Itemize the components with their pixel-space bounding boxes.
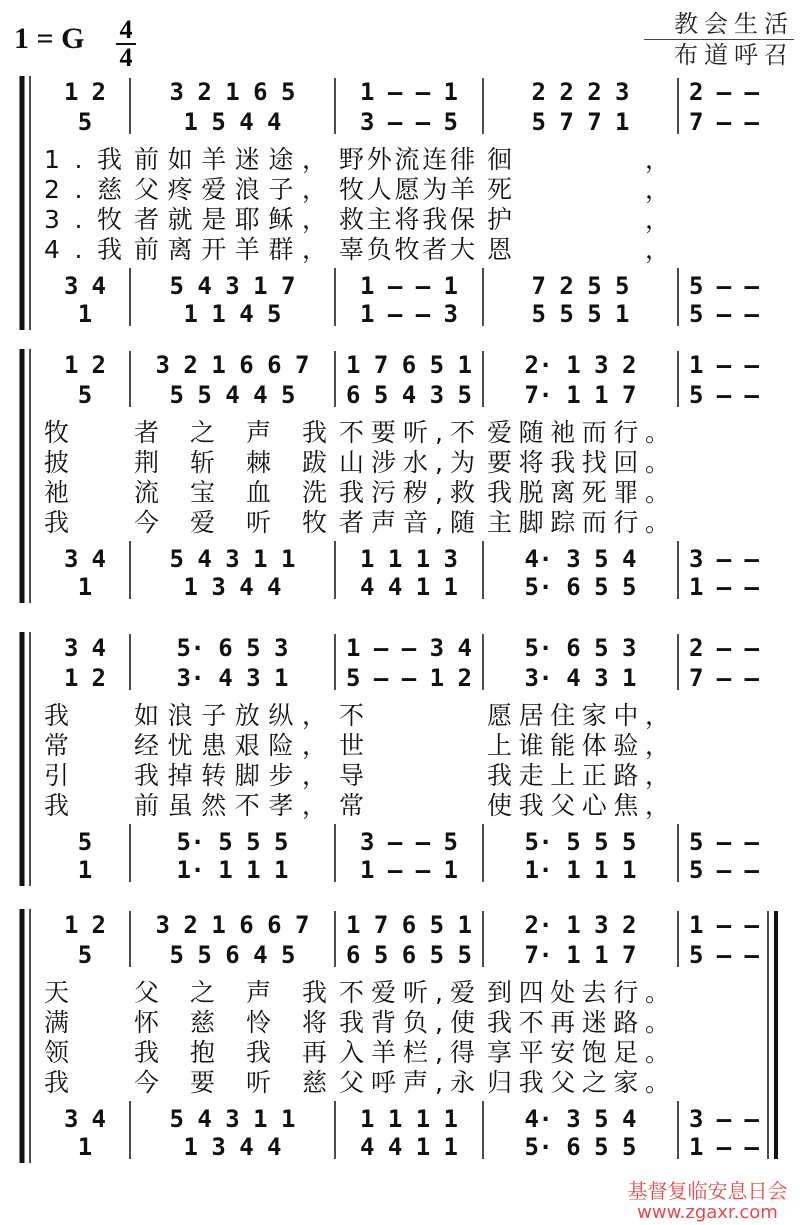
alto-measure: 7· 1 1 7 — [524, 941, 637, 969]
soprano-measure: 1 2 — [64, 351, 106, 379]
bass-measure: 4 4 1 1 — [360, 573, 458, 601]
lyric-segment: 我背负,使 — [339, 1008, 475, 1037]
system-1 — [22, 76, 760, 330]
bass-measure: 4 4 1 1 — [360, 1133, 458, 1161]
alto-measure: 3· 4 3 1 — [524, 664, 637, 692]
tenor-measure: 1 1 1 1 — [360, 1105, 458, 1133]
tenor-measure: 1 1 1 3 — [360, 545, 458, 573]
tenor-measure: 4· 3 5 4 — [524, 1105, 637, 1133]
watermark — [620, 1180, 795, 1224]
lyric-segment: 前离开羊群， — [134, 235, 327, 264]
lyric-segment: 如浪子放纵， — [134, 701, 327, 730]
system-3 — [22, 632, 760, 886]
bass-measure: 1 – – 1 — [360, 856, 458, 884]
alto-measure: 5 – – — [689, 941, 759, 969]
key-label: 1 = G — [14, 22, 85, 55]
soprano-measure: 3 2 1 6 6 7 — [155, 911, 310, 939]
tenor-measure: 3 – – — [689, 545, 759, 573]
lyric-segment: 到四处去行。 — [487, 978, 670, 1007]
soprano-measure: 1 – – 1 — [360, 78, 458, 106]
alto-measure: 3· 4 3 1 — [176, 664, 289, 692]
tenor-measure: 5 4 3 1 7 — [169, 272, 296, 300]
lyric-segment: 山涉水,为 — [339, 448, 475, 477]
lyric-segment: 4.我 — [44, 235, 122, 264]
bass-measure: 1 – – — [689, 573, 759, 601]
lyric-segment: 愿居住家中， — [487, 701, 670, 730]
watermark-line-1: 基督复临安息日会 — [627, 1179, 788, 1203]
lyric-segment: 者之声我 — [134, 418, 327, 447]
tenor-measure: 5· 5 5 5 — [176, 828, 289, 856]
soprano-measure: 2 – – — [689, 78, 759, 106]
tenor-measure: 5 – – — [689, 828, 759, 856]
lyric-segment: 怀慈怜将 — [134, 1008, 327, 1037]
lyric-segment: 荆斩棘跋 — [134, 448, 327, 477]
bass-measure: 1 1 4 5 — [183, 300, 282, 328]
lyric-segment: 我 — [44, 701, 70, 730]
lyric-segment: 前如羊迷途， — [134, 145, 327, 174]
bass-measure: 1 — [77, 300, 93, 328]
tenor-measure: 1 – – 1 — [360, 272, 458, 300]
category-line-1: 教会生活 — [674, 10, 794, 38]
system-2 — [22, 349, 760, 603]
soprano-measure: 1 – – 3 4 — [346, 634, 472, 662]
alto-measure: 3 – – 5 — [360, 108, 458, 136]
lyric-segment: 牧 — [44, 418, 70, 447]
lyric-segment: 使我父心焦， — [487, 791, 670, 820]
alto-measure: 5 – – — [689, 381, 759, 409]
lyric-segment: 牧人愿为羊 — [339, 175, 475, 204]
lyric-segment: 引 — [44, 761, 70, 790]
lyric-segment: 我脱离死罪。 — [487, 478, 670, 507]
tenor-measure: 5· 5 5 5 — [524, 828, 637, 856]
system-4 — [22, 909, 776, 1163]
soprano-measure: 1 2 — [64, 911, 106, 939]
time-denominator: 4 — [119, 43, 133, 70]
lyric-segment: 不 — [339, 701, 365, 730]
bass-measure: 5 – – — [689, 300, 759, 328]
lyric-segment: 不爱听,爱 — [339, 978, 475, 1007]
category-line-2: 布道呼召 — [674, 41, 794, 69]
lyric-segment: 我 — [44, 1068, 70, 1097]
tenor-measure: 3 4 — [64, 545, 106, 573]
tenor-measure: 3 4 — [64, 272, 106, 300]
soprano-measure: 5· 6 5 3 — [176, 634, 289, 662]
lyric-segment: 主脚踪而行。 — [487, 508, 670, 537]
lyric-segment: 1.我 — [44, 145, 122, 174]
lyric-segment: 者就是耶稣， — [134, 205, 327, 234]
alto-measure: 5 – – 1 2 — [346, 664, 472, 692]
lyric-segment: 野外流连徘 — [339, 145, 475, 174]
lyric-segment: 我 — [44, 508, 70, 537]
bass-measure: 1 – – 3 — [360, 300, 458, 328]
bass-measure: 1 – – — [689, 1133, 759, 1161]
tenor-measure: 4· 3 5 4 — [524, 545, 637, 573]
tenor-measure: 5 4 3 1 1 — [169, 545, 296, 573]
alto-measure: 5 7 7 1 — [531, 108, 630, 136]
lyric-segment: 披 — [44, 448, 70, 477]
soprano-measure: 2· 1 3 2 — [524, 911, 637, 939]
soprano-measure: 2 – – — [689, 634, 759, 662]
lyric-segment: 天 — [44, 978, 70, 1007]
lyric-segment: 前虽然不孝， — [134, 791, 327, 820]
lyric-segment: 祂 — [44, 478, 70, 507]
watermark-url: www.zgaxr.com — [637, 1202, 778, 1223]
lyric-segment: 世 — [339, 731, 365, 760]
lyric-segment: 父呼声,永 — [339, 1068, 475, 1097]
lyric-segment: 护， — [487, 205, 670, 234]
bass-measure: 5 – – — [689, 856, 759, 884]
soprano-measure: 3 4 — [64, 634, 106, 662]
tenor-measure: 5 — [77, 828, 93, 856]
lyric-segment: 享平安饱足。 — [487, 1038, 670, 1067]
alto-measure: 5 5 4 4 5 — [169, 381, 296, 409]
tenor-measure: 3 4 — [64, 1105, 106, 1133]
bass-measure: 1 — [77, 1133, 93, 1161]
lyric-segment: 今爱听牧 — [134, 508, 327, 537]
lyric-segment: 徊， — [487, 145, 670, 174]
lyric-segment: 爱随祂而行。 — [487, 418, 670, 447]
time-numerator: 4 — [119, 15, 133, 44]
bass-measure: 1· 1 1 1 — [176, 856, 289, 884]
lyric-segment: 流宝血洗 — [134, 478, 327, 507]
lyric-segment: 我掉转脚步， — [134, 761, 327, 790]
alto-measure: 6 5 6 5 5 — [346, 941, 472, 969]
bass-measure: 5· 6 5 5 — [524, 1133, 637, 1161]
lyric-segment: 父之声我 — [134, 978, 327, 1007]
lyric-segment: 入羊栏,得 — [339, 1038, 475, 1067]
tenor-measure: 7 2 5 5 — [531, 272, 630, 300]
alto-measure: 6 5 4 3 5 — [346, 381, 472, 409]
tenor-measure: 5 – – — [689, 272, 759, 300]
lyric-segment: 救主将我保 — [339, 205, 475, 234]
alto-measure: 7 – – — [689, 108, 759, 136]
soprano-measure: 2 2 2 3 — [531, 78, 630, 106]
lyric-segment: 父疼爱浪子， — [134, 175, 327, 204]
bass-measure: 1 3 4 4 — [183, 1133, 282, 1161]
alto-measure: 5 — [77, 941, 93, 969]
lyric-segment: 2.慈 — [44, 175, 122, 204]
lyric-segment: 要将我找回。 — [487, 448, 670, 477]
lyric-segment: 满 — [44, 1008, 70, 1037]
bass-measure: 1· 1 1 1 — [524, 856, 637, 884]
lyric-segment: 我走上正路， — [487, 761, 670, 790]
tenor-measure: 3 – – 5 — [360, 828, 458, 856]
lyric-segment: 经忧患艰险， — [134, 731, 327, 760]
tenor-measure: 5 4 3 1 1 — [169, 1105, 296, 1133]
lyric-segment: 归我父之家。 — [487, 1068, 670, 1097]
soprano-measure: 1 – – — [689, 911, 759, 939]
lyric-segment: 上谁能体验， — [487, 731, 670, 760]
bass-measure: 1 — [77, 856, 93, 884]
lyric-segment: 者声音,随 — [339, 508, 475, 537]
soprano-measure: 5· 6 5 3 — [524, 634, 637, 662]
lyric-segment: 我污秽,救 — [339, 478, 475, 507]
lyric-segment: 领 — [44, 1038, 70, 1067]
alto-measure: 5 — [77, 381, 93, 409]
bass-measure: 5· 6 5 5 — [524, 573, 637, 601]
alto-measure: 7 – – — [689, 664, 759, 692]
bass-measure: 1 3 4 4 — [183, 573, 282, 601]
soprano-measure: 1 7 6 5 1 — [346, 911, 472, 939]
bass-measure: 5 5 5 1 — [531, 300, 630, 328]
soprano-measure: 3 2 1 6 5 — [169, 78, 296, 106]
lyric-segment: 3.牧 — [44, 205, 122, 234]
alto-measure: 7· 1 1 7 — [524, 381, 637, 409]
alto-measure: 1 2 — [64, 664, 106, 692]
lyric-segment: 死， — [487, 175, 670, 204]
alto-measure: 1 5 4 4 — [183, 108, 282, 136]
lyric-segment: 今要听慈 — [134, 1068, 327, 1097]
soprano-measure: 1 – – — [689, 351, 759, 379]
lyric-segment: 我 — [44, 791, 70, 820]
bass-measure: 1 — [77, 573, 93, 601]
tenor-measure: 3 – – — [689, 1105, 759, 1133]
lyric-segment: 恩， — [487, 235, 670, 264]
lyric-segment: 常 — [339, 791, 365, 820]
lyric-segment: 不要听,不 — [339, 418, 475, 447]
soprano-measure: 2· 1 3 2 — [524, 351, 637, 379]
lyric-segment: 常 — [44, 731, 70, 760]
alto-measure: 5 5 6 4 5 — [169, 941, 296, 969]
soprano-measure: 1 2 — [64, 78, 106, 106]
soprano-measure: 3 2 1 6 6 7 — [155, 351, 310, 379]
lyric-segment: 我不再迷路。 — [487, 1008, 670, 1037]
lyric-segment: 我抱我再 — [134, 1038, 327, 1067]
soprano-measure: 1 7 6 5 1 — [346, 351, 472, 379]
alto-measure: 5 — [77, 108, 93, 136]
lyric-segment: 辜负牧者大 — [339, 235, 475, 264]
lyric-segment: 导 — [339, 761, 365, 790]
